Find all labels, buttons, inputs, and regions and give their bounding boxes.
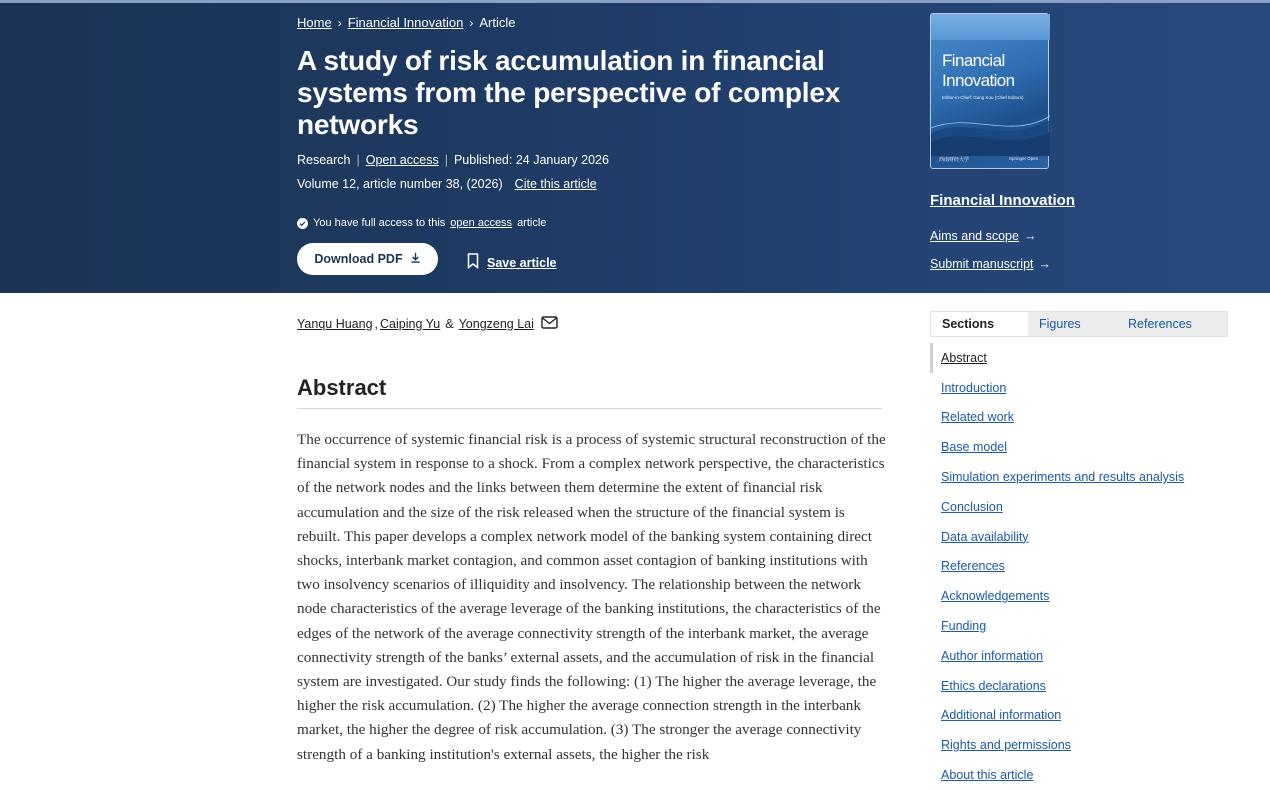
journal-cover[interactable] (930, 13, 1049, 169)
article-header (0, 3, 1270, 293)
section-link-acknowledgements[interactable] (930, 581, 1230, 611)
section-link-simulation[interactable] (930, 462, 1230, 492)
download-icon (410, 252, 421, 266)
article-title: A study of risk accumulation in financial systems from the perspective of complex networks (297, 45, 841, 140)
author-link[interactable]: Yongzeng Lai (458, 317, 534, 331)
mail-icon[interactable] (541, 316, 558, 332)
breadcrumb (297, 15, 515, 30)
sidebar-tabs (930, 311, 1228, 337)
section-label: Acknowledgements (941, 589, 1050, 604)
chevron-right-icon: › (469, 15, 474, 30)
section-link-ethics[interactable] (930, 671, 1230, 701)
article-meta (297, 153, 609, 167)
cover-wave-graphic (931, 106, 1050, 156)
section-link-rights[interactable] (930, 730, 1230, 760)
breadcrumb-journal[interactable]: Financial Innovation (347, 15, 464, 30)
submit-manuscript-link[interactable] (930, 257, 1051, 271)
cover-title-line2: Innovation (942, 71, 1015, 90)
tab-sections[interactable]: Sections (931, 312, 1028, 336)
access-note-prefix: You have full access to this (313, 217, 446, 229)
section-label: Ethics declarations (941, 678, 1046, 693)
save-article-button[interactable] (467, 253, 557, 272)
section-link-related-work[interactable] (930, 403, 1230, 433)
meta-divider: | (356, 153, 360, 167)
volume-info: Volume 12, article number 38, (2026) (297, 177, 503, 191)
arrow-right-icon: → (1038, 257, 1052, 271)
section-label: Abstract (941, 350, 987, 365)
section-label: Rights and permissions (941, 738, 1071, 753)
cover-title-line1: Financial (942, 51, 1005, 70)
section-link-about[interactable] (930, 760, 1230, 790)
section-link-author-information[interactable] (930, 641, 1230, 671)
download-pdf-button[interactable] (297, 243, 438, 275)
meta-divider: | (444, 153, 448, 167)
download-pdf-label: Download PDF (314, 252, 403, 266)
open-access-link[interactable]: Open access (365, 153, 439, 167)
aims-scope-label: Aims and scope (930, 229, 1019, 243)
journal-name-link[interactable]: Financial Innovation (930, 192, 1076, 209)
section-label: Funding (941, 619, 987, 634)
section-link-additional-information[interactable] (930, 701, 1230, 731)
abstract-text: The occurrence of systemic financial risk is a process of systemic structural reconstruction of the financial system in response to a shock. From a complex network perspective, the characteristics of the network nodes and the links between them determine the extent of financial risk accumulation and the size of the risk released when the structure of the financial system is rebuilt. This paper develops a complex network model of the banking system containing direct shocks, interbank market contagion, and common asset contagion of banking institutions with two insolvency scenarios of illiquidity and insolvency. The relationship between the network node characteristics of the average leverage of the banking institutions, the characteristics of the edges of the network of the average connectivity strength of the interbank market, the average connectivity strength of the banks’ external assets, and the accumulation of risk in the financial system are investigated. Our study finds the following: (1) The higher the average leverage, the higher the risk accumulation. (2) The higher the average connection strength in the interbank market, the higher the degree of risk accumulation. (3) The stronger the average connectivity strength of a banking institution's external assets, the higher the risk (297, 431, 886, 763)
sections-nav (930, 343, 1230, 790)
breadcrumb-current: Article (479, 15, 516, 30)
section-label: Introduction (941, 380, 1007, 395)
access-note-suffix: article (517, 217, 547, 229)
cover-springer: Springer Open (1009, 156, 1039, 161)
section-label: Additional information (941, 708, 1062, 723)
aims-scope-link[interactable] (930, 229, 1036, 243)
author-separator: & (445, 317, 454, 331)
abstract-divider (297, 408, 882, 409)
section-label: Simulation experiments and results analysis (941, 470, 1185, 485)
section-link-conclusion[interactable] (930, 492, 1230, 522)
chevron-right-icon: › (337, 15, 342, 30)
section-link-abstract[interactable] (930, 343, 1230, 373)
cite-article-link[interactable]: Cite this article (514, 177, 597, 191)
cover-publisher: 西南财经大学 (939, 157, 970, 163)
section-link-introduction[interactable] (930, 373, 1230, 403)
author-link[interactable]: Yanqu Huang (297, 317, 373, 331)
tab-references[interactable]: References (1128, 317, 1192, 331)
article-citation-meta (297, 177, 597, 191)
abstract-heading: Abstract (297, 375, 387, 400)
author-link[interactable]: Caiping Yu (380, 317, 441, 331)
arrow-right-icon: → (1023, 229, 1037, 243)
access-note (297, 217, 546, 229)
section-label: About this article (941, 768, 1034, 783)
section-link-data-availability[interactable] (930, 522, 1230, 552)
access-note-link[interactable]: open access (450, 217, 513, 229)
section-label: Base model (941, 440, 1008, 455)
section-label: References (941, 559, 1005, 574)
article-type: Research (297, 153, 351, 167)
submit-manuscript-label: Submit manuscript (930, 257, 1034, 271)
section-label: Conclusion (941, 499, 1003, 514)
check-circle-icon (297, 218, 308, 229)
breadcrumb-home[interactable]: Home (297, 15, 332, 30)
save-article-label: Save article (487, 255, 557, 270)
section-link-base-model[interactable] (930, 432, 1230, 462)
author-list (297, 316, 558, 332)
section-link-funding[interactable] (930, 611, 1230, 641)
section-link-references[interactable] (930, 552, 1230, 582)
bookmark-icon (467, 253, 479, 272)
cover-top-band (931, 14, 1050, 40)
section-label: Data availability (941, 529, 1029, 544)
section-label: Author information (941, 648, 1044, 663)
author-separator: , (374, 317, 379, 331)
tab-figures[interactable]: Figures (1039, 317, 1081, 331)
cover-subtitle: Editor-in-Chief: Gang Kou (Chief Editors) (942, 95, 1024, 100)
section-label: Related work (941, 410, 1014, 425)
published-date: Published: 24 January 2026 (453, 153, 609, 167)
